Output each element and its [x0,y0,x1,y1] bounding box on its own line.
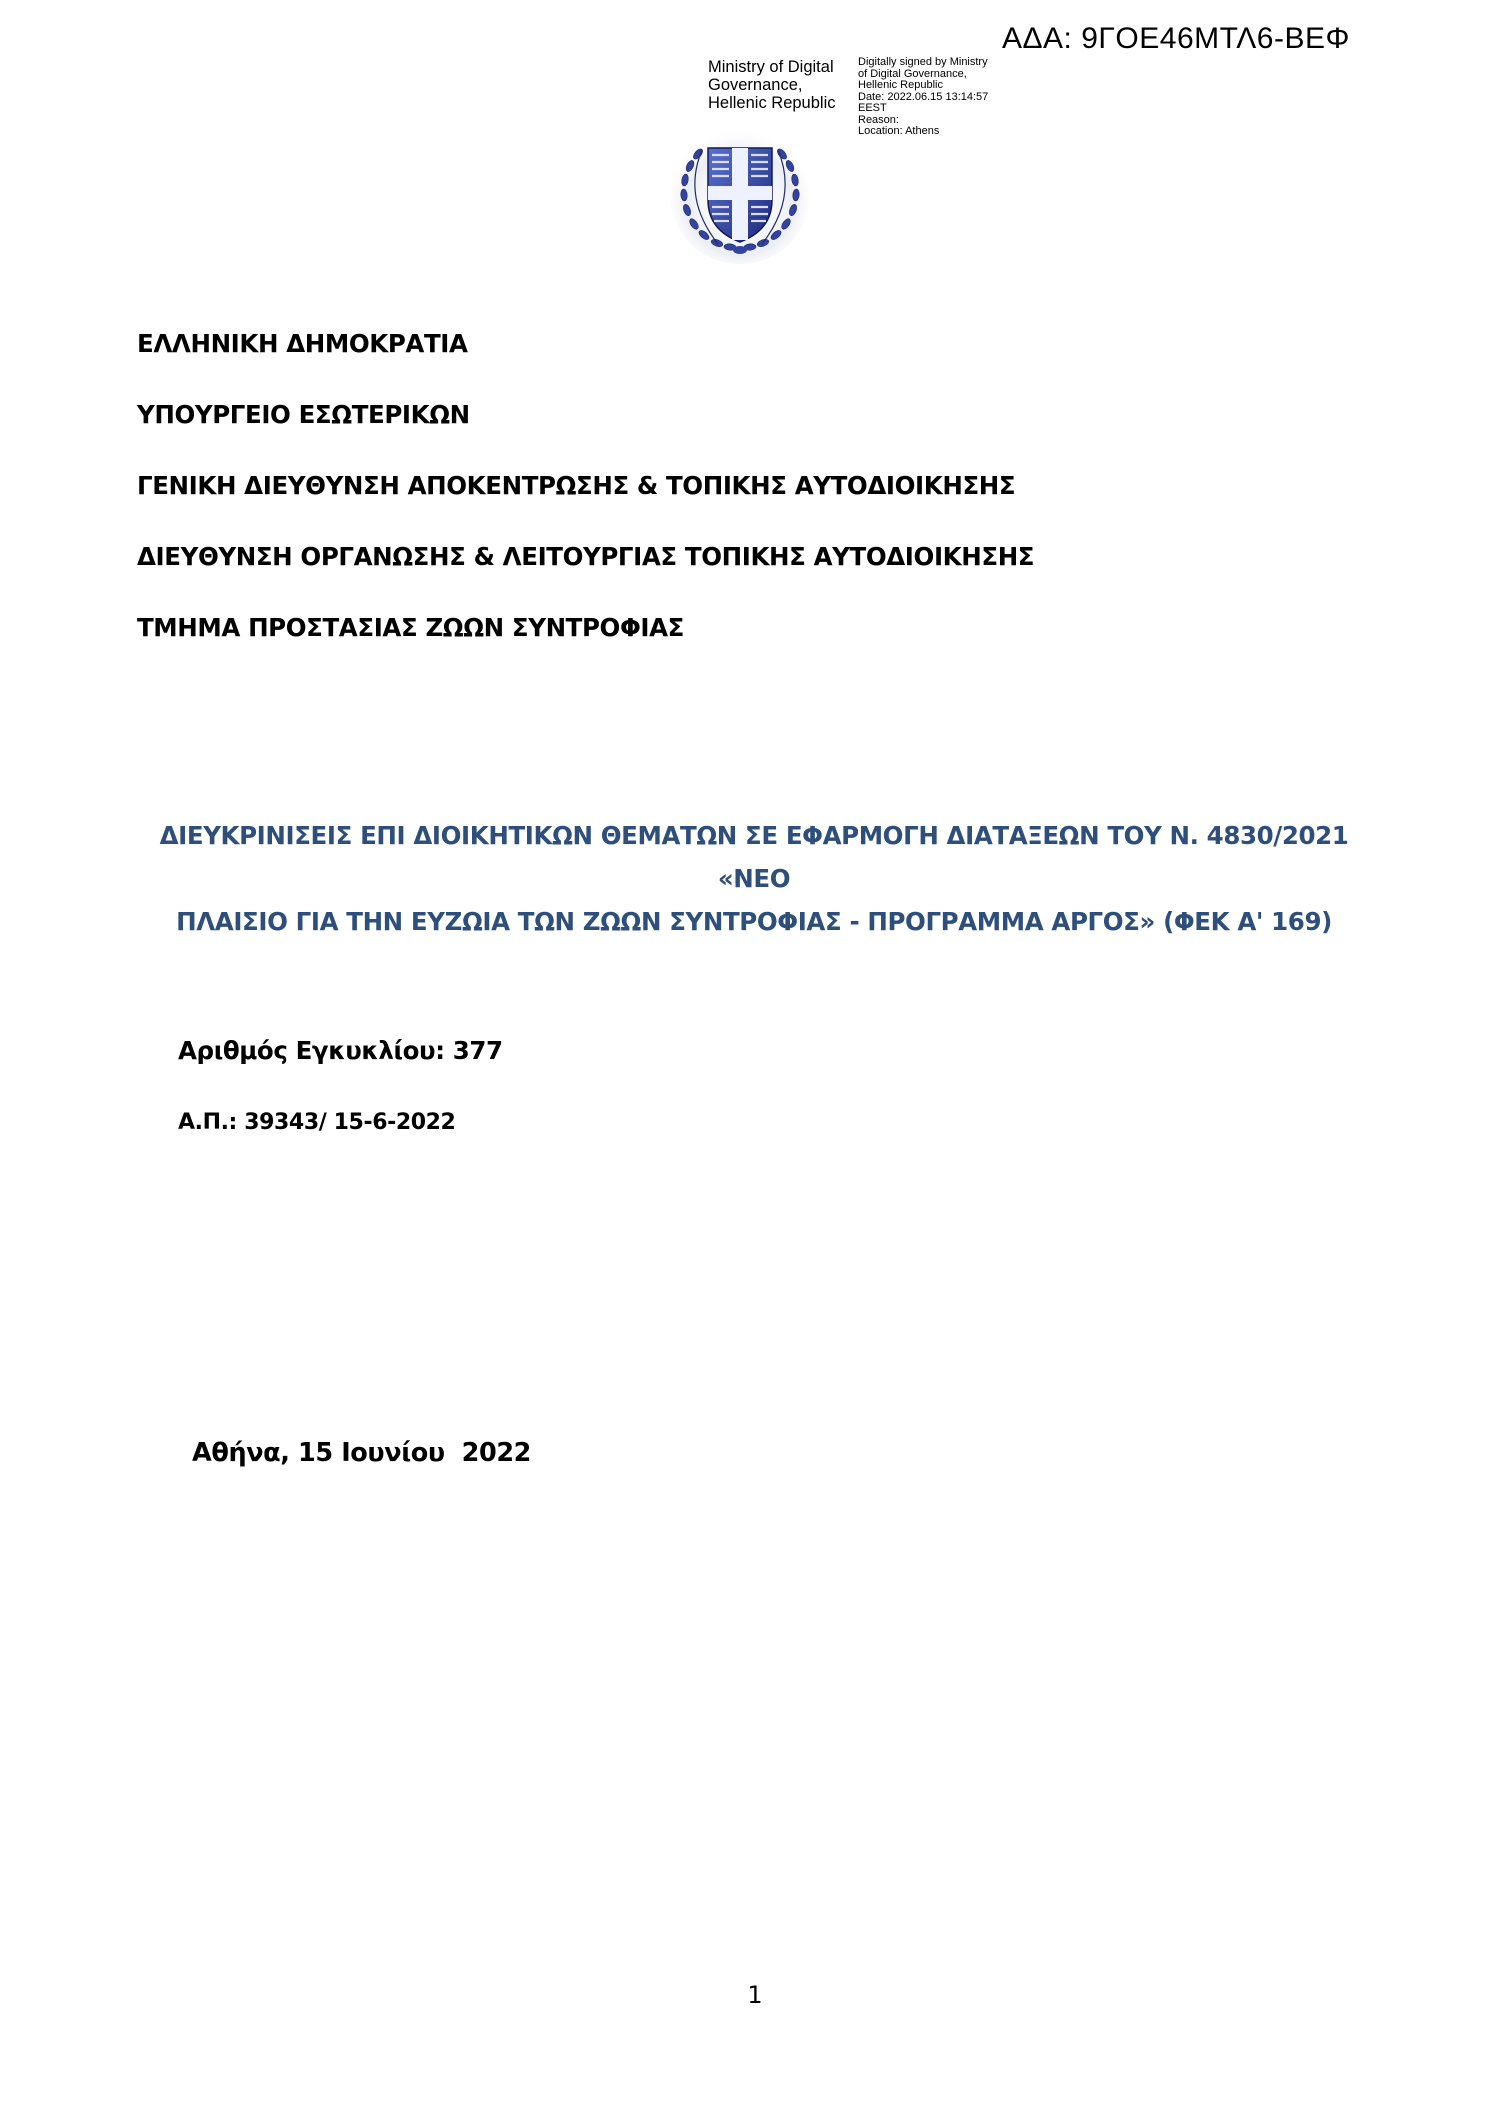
signature-detail-line: Location: Athens [858,125,940,137]
header-line-general-directorate: ΓΕΝΙΚΗ ΔΙΕΥΘΥΝΣΗ ΑΠΟΚΕΝΤΡΩΣΗΣ & ΤΟΠΙΚΗΣ ΑΥΤΟΔΙΟΙΚΗΣΗΣ [137,471,1016,500]
greek-coat-of-arms-icon [668,118,812,264]
signature-name-line: Hellenic Republic [708,94,836,112]
protocol-number: Α.Π.: 39343/ 15-6-2022 [178,1110,456,1135]
header-line-republic: ΕΛΛΗΝΙΚΗ ΔΗΜΟΚΡΑΤΙΑ [137,329,468,358]
ada-code: ΑΔΑ: 9ΓΟΕ46ΜΤΛ6-ΒΕΦ [1002,22,1350,55]
signature-name [708,58,848,112]
header-line-department: ΤΜΗΜΑ ΠΡΟΣΤΑΣΙΑΣ ΖΩΩΝ ΣΥΝΤΡΟΦΙΑΣ [137,613,685,642]
issuing-authority [137,322,1034,677]
signature-detail-line: Date: 2022.06.15 13:14:57 [858,90,989,103]
page-number: 1 [747,1981,763,2009]
document-title [120,814,1388,943]
signature-details [858,57,1008,138]
circular-number: Αριθμός Εγκυκλίου: 377 [178,1036,503,1065]
signature-detail-line: EEST [858,102,887,114]
signature-detail-line: Hellenic Republic [858,79,943,91]
header-line-directorate: ΔΙΕΥΘΥΝΣΗ ΟΡΓΑΝΩΣΗΣ & ΛΕΙΤΟΥΡΓΙΑΣ ΤΟΠΙΚΗΣ ΑΥΤΟΔΙΟΙΚΗΣΗΣ [137,542,1035,571]
document-title-line: ΠΛΑΙΣΙΟ ΓΙΑ ΤΗΝ ΕΥΖΩΙΑ ΤΩΝ ΖΩΩΝ ΣΥΝΤΡΟΦΙΑΣ - ΠΡΟΓΡΑΜΜΑ ΑΡΓΟΣ» (ΦΕΚ Α' 169) [176,907,1332,936]
signature-name-line: Governance, [708,76,803,94]
signature-detail-line: of Digital Governance, [858,67,967,80]
signature-detail-line: Digitally signed by Ministry [858,56,988,68]
signature-detail-line: Reason: [858,113,899,126]
document-title-line: ΔΙΕΥΚΡΙΝΙΣΕΙΣ ΕΠΙ ΔΙΟΙΚΗΤΙΚΩΝ ΘΕΜΑΤΩΝ ΣΕ ΕΦΑΡΜΟΓΗ ΔΙΑΤΑΞΕΩΝ ΤΟΥ Ν. 4830/2021 «ΝΕΟ [159,821,1349,893]
place-and-date: Αθήνα, 15 Ιουνίου 2022 [192,1438,532,1468]
signature-name-line: Ministry of Digital [708,58,834,76]
header-line-ministry: ΥΠΟΥΡΓΕΙΟ ΕΣΩΤΕΡΙΚΩΝ [137,400,470,429]
